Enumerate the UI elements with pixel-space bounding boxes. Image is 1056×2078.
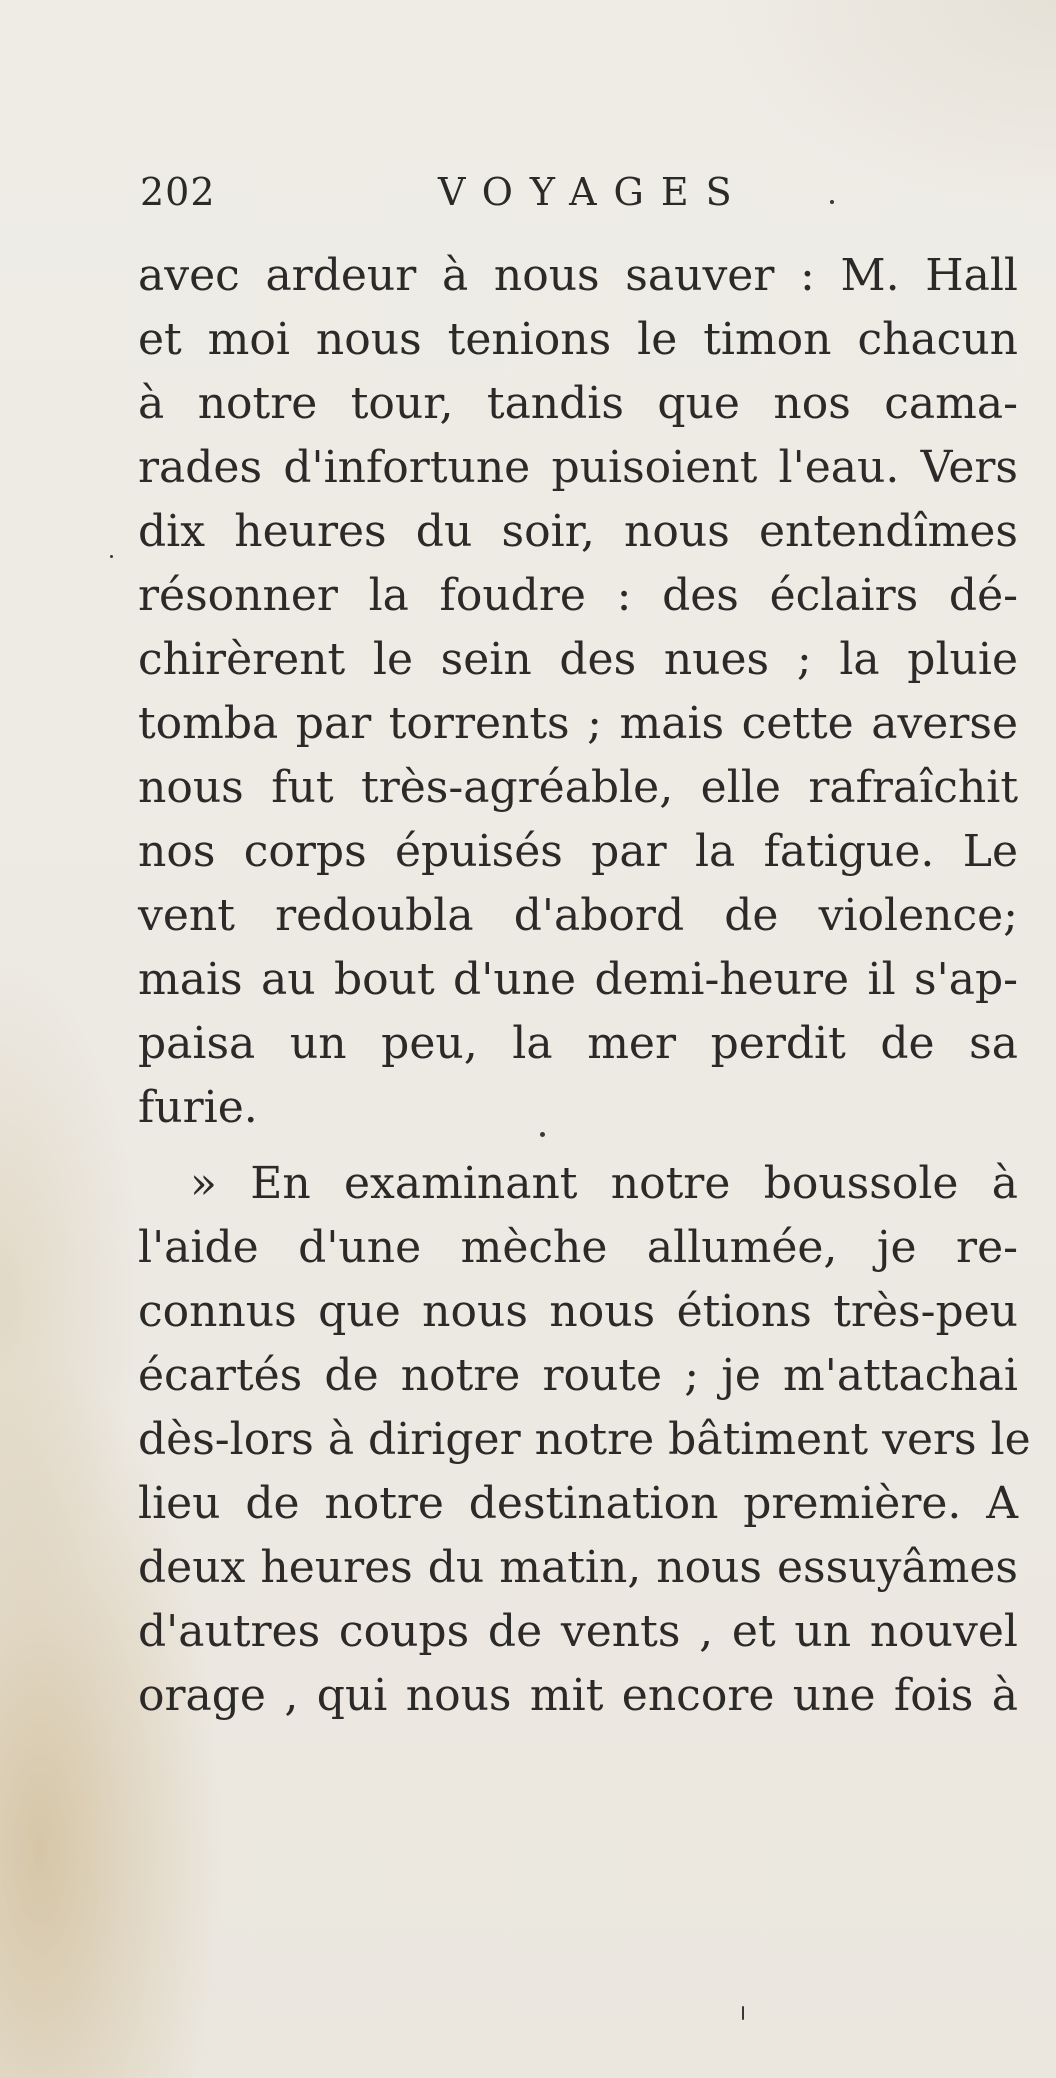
page-header <box>140 170 1020 226</box>
ink-speck <box>540 1132 545 1137</box>
ink-speck <box>830 200 834 204</box>
paragraph-2 <box>138 1152 1031 1728</box>
text-line: paisa un peu, la mer perdit de sa <box>138 1018 1018 1069</box>
text-line: vent redoubla d'abord de violence; <box>138 890 1018 941</box>
text-line: nous fut très-agréable, elle rafraîchit <box>138 762 1018 813</box>
page-number: 202 <box>140 170 216 214</box>
text-line: deux heures du matin, nous essuyâmes <box>138 1542 1018 1593</box>
text-line: tomba par torrents ; mais cette averse <box>138 698 1018 749</box>
text-line: nos corps épuisés par la fatigue. Le <box>138 826 1018 877</box>
text-line: dès-lors à diriger notre bâtiment vers le <box>138 1414 1031 1465</box>
ink-speck <box>742 2006 744 2020</box>
text-line: dix heures du soir, nous entendîmes <box>138 506 1018 557</box>
text-line: furie. <box>138 1082 258 1133</box>
text-line: lieu de notre destination première. A <box>138 1478 1018 1529</box>
text-line: avec ardeur à nous sauver : M. Hall <box>138 250 1018 301</box>
text-line: à notre tour, tandis que nos cama- <box>138 378 1018 429</box>
ink-speck <box>110 555 113 558</box>
text-line: connus que nous nous étions très-peu <box>138 1286 1018 1337</box>
paragraph-1 <box>138 244 1018 1140</box>
text-line: mais au bout d'une demi-heure il s'ap- <box>138 954 1018 1005</box>
text-line: résonner la foudre : des éclairs dé- <box>138 570 1018 621</box>
text-line: rades d'infortune puisoient l'eau. Vers <box>138 442 1018 493</box>
text-line: l'aide d'une mèche allumée, je re- <box>138 1222 1018 1273</box>
text-line: » En examinant notre boussole à <box>190 1158 1018 1209</box>
text-line: écartés de notre route ; je m'attachai <box>138 1350 1018 1401</box>
text-line: et moi nous tenions le timon chacun <box>138 314 1018 365</box>
running-head: VOYAGES <box>438 170 749 214</box>
paragraph-gap <box>138 1140 1018 1152</box>
text-line: chirèrent le sein des nues ; la pluie <box>138 634 1018 685</box>
body-text <box>138 244 1031 1728</box>
text-line: d'autres coups de vents , et un nouvel <box>138 1606 1018 1657</box>
text-line: orage , qui nous mit encore une fois à <box>138 1670 1018 1721</box>
